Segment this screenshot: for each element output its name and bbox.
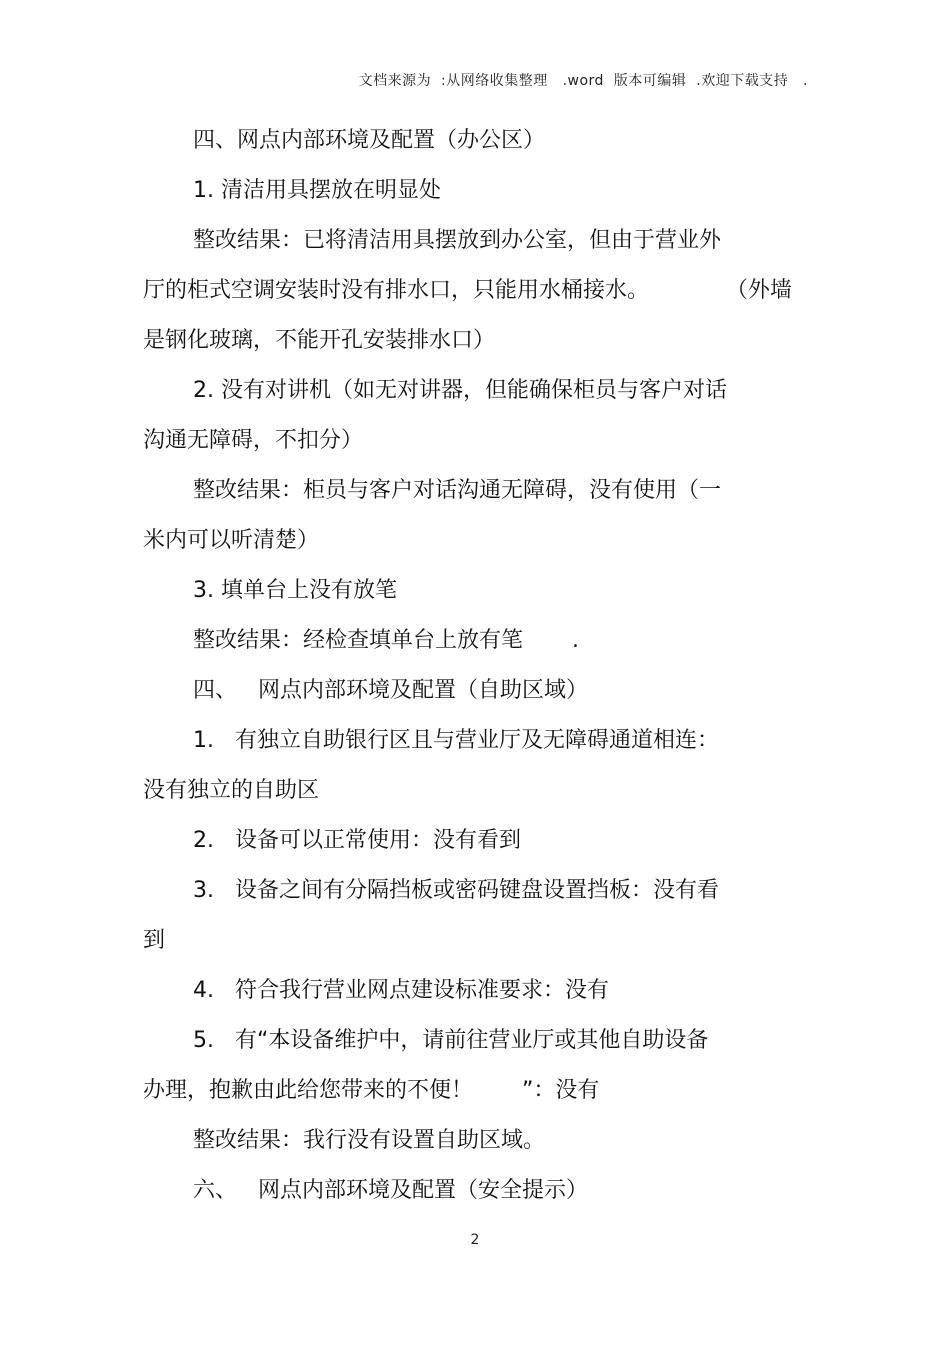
list-item: 1. 有独立自助银行区且与营业厅及无障碍通道相连：: [193, 728, 719, 753]
paragraph-line: 是钢化玻璃，不能开孔安装排水口）: [143, 328, 496, 353]
list-item: 1. 清洁用具摆放在明显处: [193, 178, 441, 203]
paragraph-line: 办理，抱歉由此给您带来的不便！ ”：没有: [143, 1078, 600, 1103]
list-item: 2. 没有对讲机（如无对讲器，但能确保柜员与客户对话: [193, 378, 727, 403]
paragraph-line: 整改结果：已将清洁用具摆放到办公室，但由于营业外: [193, 228, 722, 253]
paragraph-line: 整改结果：经检查填单台上放有笔 .: [193, 628, 579, 653]
list-item: 5. 有“本设备维护中，请前往营业厅或其他自助设备: [193, 1028, 709, 1053]
paragraph-line: 沟通无障碍，不扣分）: [143, 428, 364, 453]
document-header: 文档来源为 :从网络收集整理 .word 版本可编辑 .欢迎下载支持 .: [358, 73, 808, 89]
section-heading-self-service: 四、 网点内部环境及配置（自助区域）: [193, 678, 588, 703]
paragraph-line: 整改结果：柜员与客户对话沟通无障碍，没有使用（一: [193, 478, 722, 503]
section-heading-safety: 六、 网点内部环境及配置（安全提示）: [193, 1178, 588, 1203]
list-item: 3. 设备之间有分隔挡板或密码键盘设置挡板：没有看: [193, 878, 719, 903]
paragraph-line: 米内可以听清楚）: [143, 528, 320, 553]
list-item: 4. 符合我行营业网点建设标准要求：没有: [193, 978, 609, 1003]
page-number: 2: [470, 1232, 480, 1248]
list-item: 3. 填单台上没有放笔: [193, 578, 397, 603]
paragraph-line: 整改结果：我行没有设置自助区域。: [193, 1128, 546, 1153]
paragraph-line: 没有独立的自助区: [143, 778, 320, 803]
section-heading-office: 四、网点内部环境及配置（办公区）: [193, 128, 546, 153]
paragraph-line: 到: [143, 928, 166, 953]
list-item: 2. 设备可以正常使用：没有看到: [193, 828, 521, 853]
paragraph-line: 厅的柜式空调安装时没有排水口，只能用水桶接水。 （外墙: [143, 278, 792, 303]
